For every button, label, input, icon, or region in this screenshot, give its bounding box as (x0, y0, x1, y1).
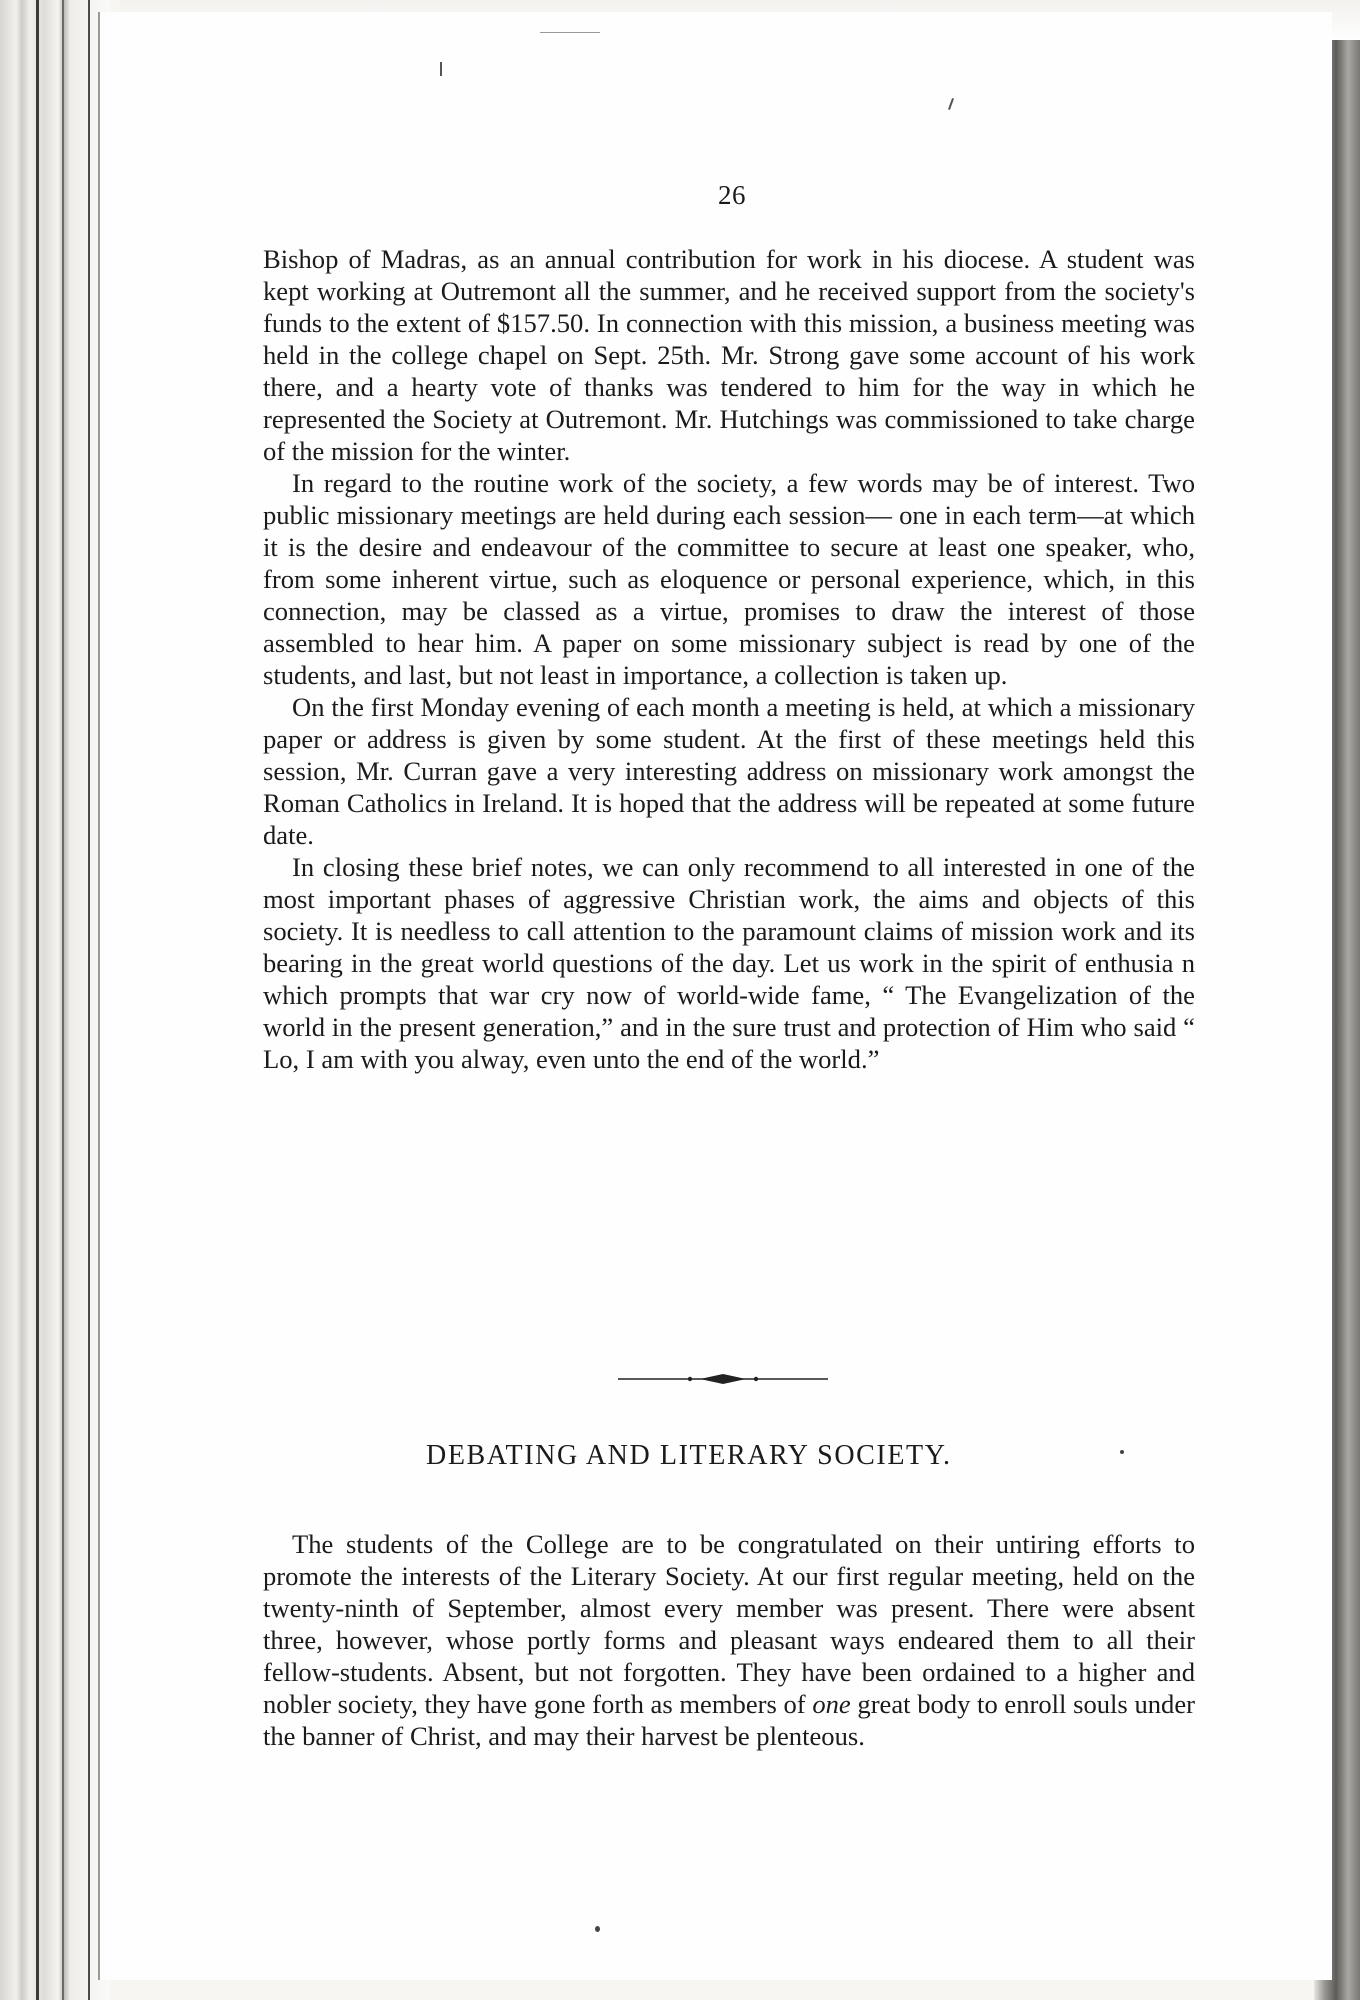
book-left-edge (0, 0, 110, 2000)
paragraph: Bishop of Madras, as an annual contribution for work in his diocese. A student was kept working at Outremont all the summer, and he received support from the society's funds to the extent of $157.50. In connection with this mission, a business meeting was held in the college chapel on Sept. 25th. Mr. Strong gave some account of his work there, and a hearty vote of thanks was tendered to him for the way in which he represented the Society at Outremont. Mr. Hutchings was commissioned to take charge of the mission for the winter. (263, 244, 1195, 466)
paragraph: On the first Monday evening of each month a meeting is held, at which a missionary paper or address is given by some student. At the first of these meetings held this session, Mr. Curran gave a very interesting address on missionary work amongst the Roman Catholics in Ireland. It is hoped that the address will be repeated at some future date. (263, 692, 1195, 850)
scan-artifact (440, 62, 442, 76)
scan-artifact (540, 32, 600, 33)
paragraph-text: great body to enroll souls under the banner of Christ, and may their harvest be plenteous. (263, 1689, 1195, 1751)
book-edge-line (62, 0, 64, 2000)
emphasized-word: one (812, 1689, 851, 1719)
book-edge-line (36, 0, 39, 2000)
scan-artifact (1120, 1450, 1124, 1454)
page-number: 26 (718, 180, 746, 210)
ornamental-divider (618, 1373, 828, 1385)
section-title: DEBATING AND LITERARY SOCIETY. (426, 1440, 952, 1471)
paragraph-text: The students of the College are to be congratulated on their untiring efforts to promote the interests of the Literary Society. At our first regular meeting, held on the twenty-ninth of September, almost every member was present. There were absent three, however, whose portly forms and pleasant ways endeared them to all their fellow-students. Absent, but not forgotten. They have been ordained to a higher and nobler society, they have gone forth as members of (263, 1529, 1195, 1719)
paragraph (263, 1528, 1195, 1752)
paragraph: In regard to the routine work of the society, a few words may be of interest. Two public missionary meetings are held during each session— one in each term—at which it is the desire and endeavour of the committee to secure at least one speaker, who, from some inherent virtue, such as eloquence or personal experience, which, in this connection, may be classed as a virtue, promises to draw the interest of those assembled to hear him. A paper on some missionary subject is read by one of the students, and last, but not least in importance, a collection is taken up. (263, 468, 1195, 690)
book-edge-line (88, 0, 90, 2000)
paragraph: In closing these brief notes, we can only recommend to all interested in one of the most important phases of aggressive Christian work, the aims and objects of this society. It is needless to call attention to the paramount claims of mission work and its bearing in the great world questions of the day. Let us work in the spirit of enthusia n which prompts that war cry now of world-wide fame, “ The Evangelization of the world in the present generation,” and in the sure trust and protection of Him who said “ Lo, I am with you alway, even unto the end of the world.” (263, 852, 1195, 1074)
section-body (263, 1528, 1195, 1752)
scan-artifact (595, 1926, 600, 1932)
continued-article (263, 243, 1195, 1075)
